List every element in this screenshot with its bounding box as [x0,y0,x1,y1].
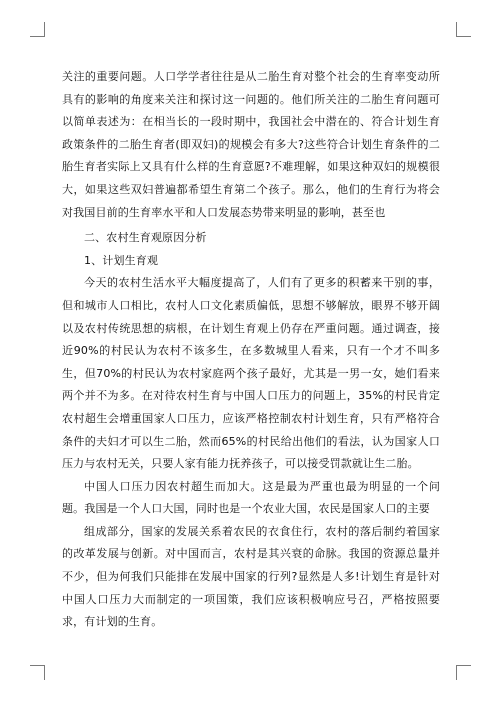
paragraph-intro: 关注的重要问题。人口学学者往往是从二胎生育对整个社会的生育率变动所具有的影响的角度来关注和探讨这一问题的。他们所关注的二胎生育问题可以简单表述为：在相当长的一段时期中，我国社会中潜在的、符合计划生育政策条件的二胎生育者(即双妇)的规模会有多大?这些符合计划生育条件的二胎生育者实际上又具有什么样的生育意愿?不难理解，如果这种双妇的规模很大，如果这些双妇普遍都希望生育第二个孩子。那么，他们的生育行为将会对我国目前的生育率水平和人口发展态势带来明显的影响，甚至也 [62,70,440,219]
crop-mark-bottom-right [456,665,471,680]
crop-mark-top-left [30,22,45,37]
paragraph-body-2: 中国人口压力因农村超生而加大。这是最为严重也最为明显的一个问题。我国是一个人口大国，同时也是一个农业大国，农民是国家人口的主要 [62,479,440,516]
paragraph-body-1: 今天的农村生活水平大幅度提高了，人们有了更多的积蓄来干别的事，但和城市人口相比，农村人口文化素质偏低，思想不够解放，眼界不够开阔以及农村传统思想的病根，在计划生育观上仍存在严重问题。通过调查，接近90%的村民认为农村不该多生，在多数城里人看来，只有一个才不叫多生，但70%的村民认为农村家庭两个孩子最好，尤其是一男一女，她们看来两个并不为多。在对待农村生育与中国人口压力的问题上，35%的村民肯定农村超生会增重国家人口压力，应该严格控制农村计划生育，只有严格符合条件的夫妇才可以生二胎，然而65%的村民给出他们的看法，认为国家人口压力与农村无关，只要人家有能力抚养孩子，可以接受罚款就让生二胎。 [62,276,440,471]
section-heading: 二、农村生育观原因分析 [84,231,207,245]
crop-mark-bottom-left [30,665,45,680]
subsection-heading: 1、计划生育观 [84,253,159,267]
crop-mark-top-right [456,22,471,37]
document-body [62,66,440,634]
paragraph-body-3: 组成部分，国家的发展关系着农民的衣食住行，农村的落后制约着国家的改革发展与创新。对中国而言，农村是其兴衰的命脉。我国的资源总量并不少，但为何我们只能排在发展中国家的行列?显然是人多!计划生育是针对中国人口压力大而制定的一项国策，我们应该积极响应号召，严格按照要求，有计划的生育。 [62,524,440,629]
